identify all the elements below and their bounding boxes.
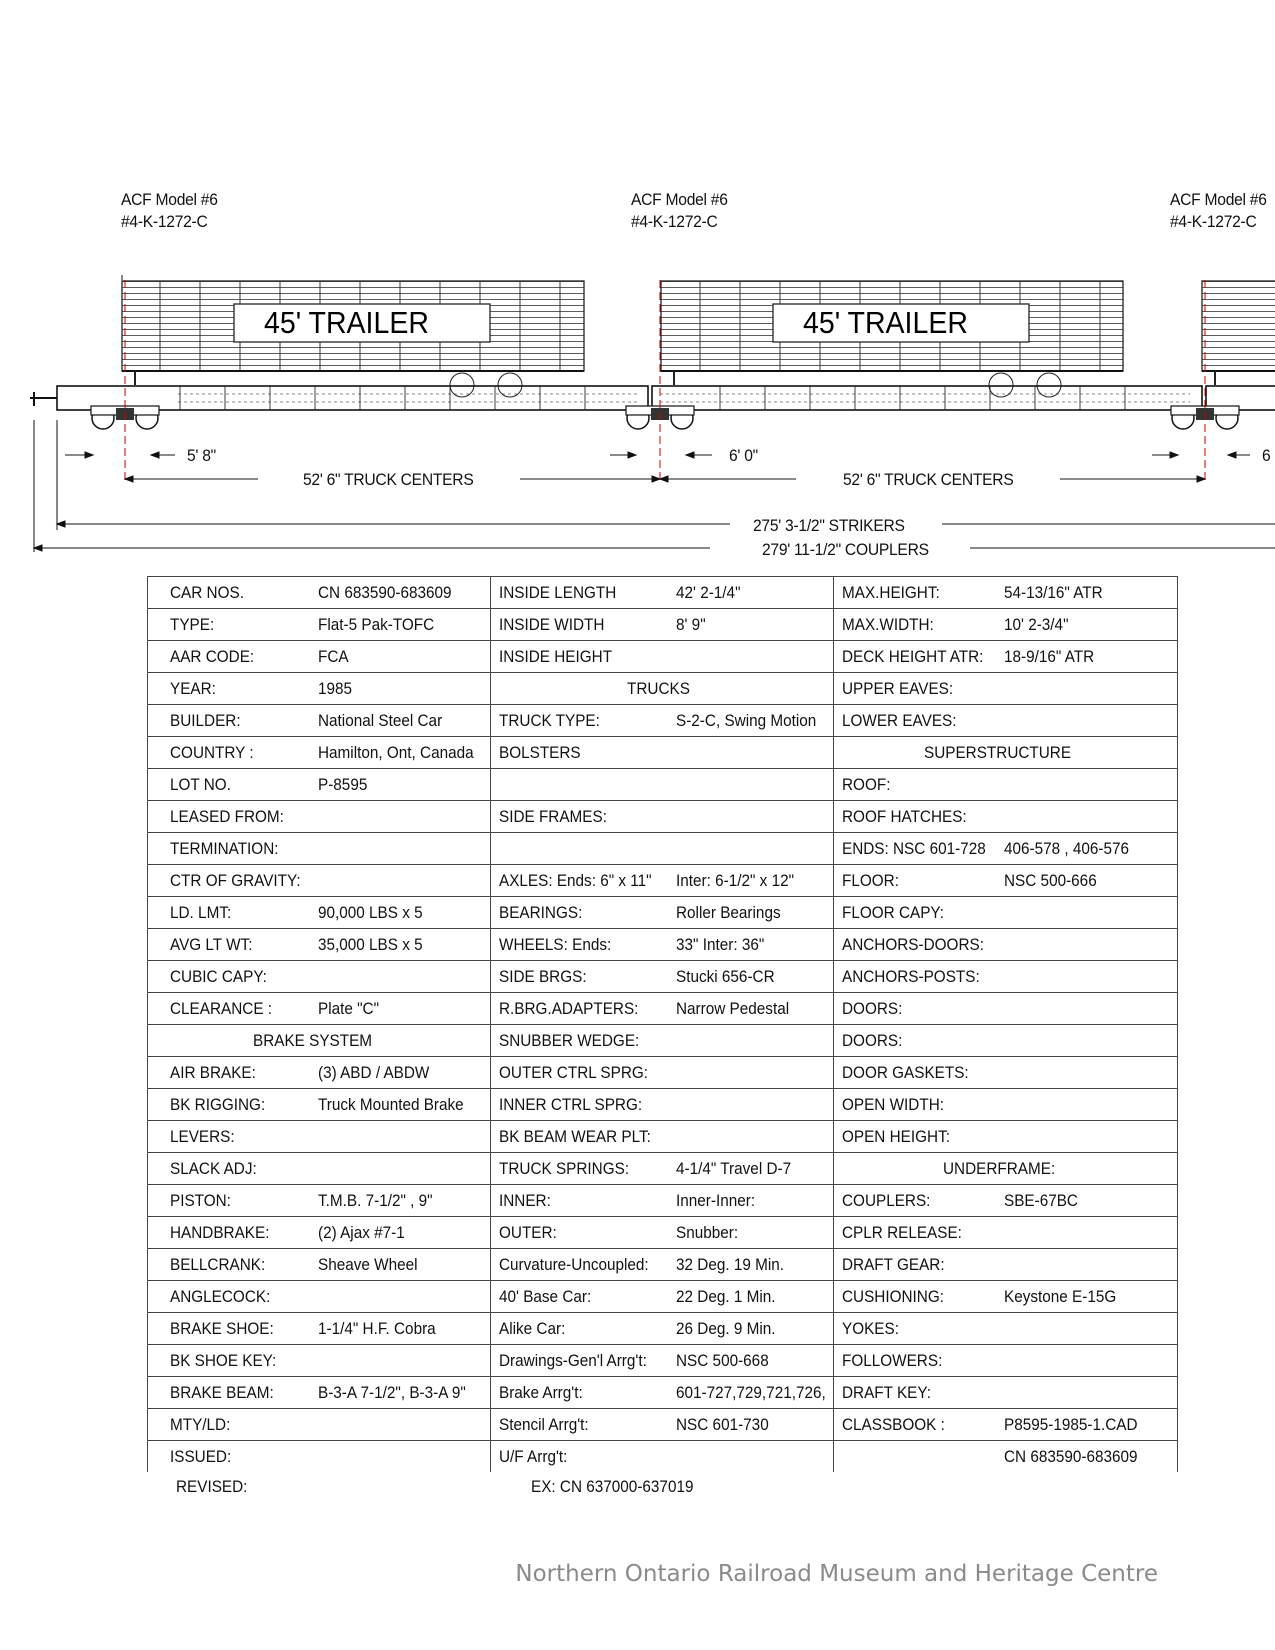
spec-cell <box>491 641 834 673</box>
spec-label: Curvature-Uncoupled: <box>499 1254 649 1274</box>
spec-label: CUBIC CAPY: <box>170 966 267 986</box>
spec-label: Drawings-Gen'l Arrg't: <box>499 1350 647 1370</box>
spec-cell <box>834 1089 1178 1121</box>
spec-row <box>148 769 1178 801</box>
spec-cell <box>148 577 491 609</box>
spec-value: Sheave Wheel <box>318 1254 418 1274</box>
spec-value: (3) ABD / ABDW <box>318 1062 430 1082</box>
spec-cell <box>834 609 1178 641</box>
spec-cell <box>491 705 834 737</box>
spec-cell <box>148 609 491 641</box>
spec-label: OUTER: <box>499 1222 557 1242</box>
spec-cell <box>148 1377 491 1409</box>
spec-value: S-2-C, Swing Motion <box>676 710 817 730</box>
spec-cell <box>148 1281 491 1313</box>
spec-cell <box>834 673 1178 705</box>
model-label-2-line2: #4-K-1272-C <box>631 212 718 231</box>
spec-cell <box>148 673 491 705</box>
spec-label: TRUCK SPRINGS: <box>499 1158 630 1178</box>
spec-cell <box>148 1345 491 1377</box>
spec-cell <box>491 1025 834 1057</box>
spec-label: R.BRG.ADAPTERS: <box>499 998 639 1018</box>
spec-label: 40' Base Car: <box>499 1286 592 1306</box>
spec-label: SIDE BRGS: <box>499 966 587 986</box>
spec-label: BUILDER: <box>170 710 241 730</box>
trailer-label-2: 45' TRAILER <box>803 305 968 341</box>
spec-value: Inter: 6-1/2" x 12" <box>676 870 795 890</box>
spec-cell <box>491 833 834 865</box>
model-label-3-line2: #4-K-1272-C <box>1170 212 1257 231</box>
spec-cell <box>148 769 491 801</box>
spec-row <box>148 961 1178 993</box>
spec-label: COUPLERS: <box>842 1190 931 1210</box>
spec-label: TRUCK TYPE: <box>499 710 600 730</box>
model-label-2-line1: ACF Model #6 <box>631 190 728 209</box>
spec-cell <box>834 929 1178 961</box>
spec-cell <box>834 1057 1178 1089</box>
spec-label: DRAFT KEY: <box>842 1382 932 1402</box>
spec-label: DOORS: <box>842 1030 903 1050</box>
ex-car-numbers: EX: CN 637000-637019 <box>531 1477 694 1496</box>
spec-row <box>148 1185 1178 1217</box>
spec-label: ROOF: <box>842 774 891 794</box>
spec-row <box>148 737 1178 769</box>
model-label-1-line2: #4-K-1272-C <box>121 212 208 231</box>
spec-label: SNUBBER WEDGE: <box>499 1030 640 1050</box>
spec-label: BELLCRANK: <box>170 1254 266 1274</box>
spec-label: ANCHORS-DOORS: <box>842 934 984 954</box>
spec-row <box>148 1217 1178 1249</box>
spec-cell <box>491 1313 834 1345</box>
spec-cell <box>491 1409 834 1441</box>
spec-value: 35,000 LBS x 5 <box>318 934 423 954</box>
dimension-mid-overhang: 6' 0" <box>729 446 758 465</box>
spec-value: P8595-1985-1.CAD <box>1004 1414 1138 1434</box>
spec-cell <box>834 705 1178 737</box>
spec-row <box>148 1025 1178 1057</box>
spec-label: UPPER EAVES: <box>842 678 954 698</box>
revised-label: REVISED: <box>176 1477 248 1496</box>
spec-label: DOOR GASKETS: <box>842 1062 969 1082</box>
spec-row <box>148 1441 1178 1473</box>
spec-value: Hamilton, Ont, Canada <box>318 742 474 762</box>
spec-cell <box>834 865 1178 897</box>
spec-cell <box>834 1313 1178 1345</box>
spec-cell <box>834 1281 1178 1313</box>
spec-cell <box>491 897 834 929</box>
spec-label: DRAFT GEAR: <box>842 1254 945 1274</box>
spec-label: OPEN HEIGHT: <box>842 1126 950 1146</box>
spec-value: P-8595 <box>318 774 368 794</box>
spec-cell <box>834 961 1178 993</box>
spec-value: 33" Inter: 36" <box>676 934 765 954</box>
spec-cell <box>491 737 834 769</box>
spec-value: NSC 601-730 <box>676 1414 769 1434</box>
spec-cell <box>148 1313 491 1345</box>
spec-label: LOT NO. <box>170 774 231 794</box>
spec-label: INSIDE LENGTH <box>499 582 617 602</box>
spec-label: U/F Arrg't: <box>499 1446 568 1466</box>
spec-value: 4-1/4" Travel D-7 <box>676 1158 792 1178</box>
spec-label: FLOOR: <box>842 870 899 890</box>
spec-label: MTY/LD: <box>170 1414 231 1434</box>
spec-value: CN 683590-683609 <box>318 582 452 602</box>
spec-cell <box>148 1249 491 1281</box>
spec-label: INNER CTRL SPRG: <box>499 1094 643 1114</box>
spec-row <box>148 1249 1178 1281</box>
spec-cell <box>834 1217 1178 1249</box>
spec-value: 406-578 , 406-576 <box>1004 838 1130 858</box>
spec-cell <box>148 929 491 961</box>
spec-value: SBE-67BC <box>1004 1190 1078 1210</box>
spec-cell <box>834 737 1178 769</box>
spec-label: ROOF HATCHES: <box>842 806 967 826</box>
spec-cell <box>148 993 491 1025</box>
spec-label: OUTER CTRL SPRG: <box>499 1062 649 1082</box>
spec-label: ISSUED: <box>170 1446 232 1466</box>
spec-row <box>148 1153 1178 1185</box>
spec-cell <box>148 737 491 769</box>
spec-row <box>148 897 1178 929</box>
spec-label: DECK HEIGHT ATR: <box>842 646 984 666</box>
spec-cell <box>491 1377 834 1409</box>
spec-value: 90,000 LBS x 5 <box>318 902 423 922</box>
spec-cell <box>834 1121 1178 1153</box>
spec-label: CLASSBOOK : <box>842 1414 945 1434</box>
spec-row <box>148 929 1178 961</box>
spec-cell <box>491 1249 834 1281</box>
spec-cell <box>491 769 834 801</box>
spec-label: DOORS: <box>842 998 903 1018</box>
spec-cell <box>834 1153 1178 1185</box>
spec-label: PISTON: <box>170 1190 231 1210</box>
spec-label: Alike Car: <box>499 1318 566 1338</box>
spec-cell <box>834 641 1178 673</box>
spec-cell <box>148 833 491 865</box>
spec-value: National Steel Car <box>318 710 443 730</box>
spec-cell <box>491 865 834 897</box>
spec-cell <box>834 577 1178 609</box>
spec-value: Narrow Pedestal <box>676 998 790 1018</box>
spec-cell <box>491 1153 834 1185</box>
spec-cell <box>148 1409 491 1441</box>
spec-row <box>148 1057 1178 1089</box>
specification-table <box>147 576 1177 1482</box>
spec-cell <box>491 577 834 609</box>
spec-cell <box>834 1025 1178 1057</box>
spec-value: 601-727,729,721,726, <box>676 1382 826 1402</box>
spec-cell <box>148 1121 491 1153</box>
spec-label: AIR BRAKE: <box>170 1062 256 1082</box>
spec-cell <box>834 801 1178 833</box>
spec-label: BRAKE BEAM: <box>170 1382 274 1402</box>
spec-value: CN 683590-683609 <box>1004 1446 1138 1466</box>
spec-label: TYPE: <box>170 614 215 634</box>
spec-row <box>148 577 1178 609</box>
spec-value: NSC 500-668 <box>676 1350 769 1370</box>
spec-cell <box>148 1025 491 1057</box>
spec-label: LOWER EAVES: <box>842 710 957 730</box>
spec-value: Inner-Inner: <box>676 1190 756 1210</box>
spec-value: 18-9/16" ATR <box>1004 646 1095 666</box>
spec-value: 1985 <box>318 678 353 698</box>
couplers-dimension: 279' 11-1/2" COUPLERS <box>762 540 929 559</box>
trailer-3 <box>1202 281 1275 385</box>
spec-label: TERMINATION: <box>170 838 279 858</box>
spec-row <box>148 673 1178 705</box>
spec-section-header: TRUCKS <box>627 678 690 698</box>
spec-cell <box>148 705 491 737</box>
spec-cell <box>834 1377 1178 1409</box>
spec-label: SIDE FRAMES: <box>499 806 607 826</box>
railcar-elevation-drawing <box>0 0 1275 560</box>
spec-row <box>148 1409 1178 1441</box>
spec-row <box>148 1377 1178 1409</box>
spec-cell <box>491 1441 834 1473</box>
museum-watermark: Northern Ontario Railroad Museum and Heritage Centre <box>515 1561 1158 1587</box>
spec-row <box>148 1121 1178 1153</box>
spec-label: AAR CODE: <box>170 646 255 666</box>
spec-row <box>148 1345 1178 1377</box>
dimension-left-overhang: 5' 8" <box>187 446 216 465</box>
spec-label: CUSHIONING: <box>842 1286 945 1306</box>
spec-value: Snubber: <box>676 1222 739 1242</box>
spec-label: OPEN WIDTH: <box>842 1094 945 1114</box>
spec-label: HANDBRAKE: <box>170 1222 270 1242</box>
spec-cell <box>148 641 491 673</box>
spec-cell <box>491 673 834 705</box>
spec-cell <box>834 1345 1178 1377</box>
spec-label: LEVERS: <box>170 1126 235 1146</box>
spec-label: CLEARANCE : <box>170 998 273 1018</box>
truck-centers-dimension-1: 52' 6" TRUCK CENTERS <box>303 470 474 489</box>
spec-cell <box>834 993 1178 1025</box>
spec-cell <box>148 961 491 993</box>
spec-value: 54-13/16" ATR <box>1004 582 1103 602</box>
spec-value: Stucki 656-CR <box>676 966 775 986</box>
dimension-right-overhang: 6 <box>1262 446 1271 465</box>
spec-label: BEARINGS: <box>499 902 583 922</box>
spec-cell <box>148 1217 491 1249</box>
spec-label: YOKES: <box>842 1318 899 1338</box>
spec-value: 26 Deg. 9 Min. <box>676 1318 776 1338</box>
spec-label: ANCHORS-POSTS: <box>842 966 980 986</box>
spec-value: NSC 500-666 <box>1004 870 1097 890</box>
spec-value: 32 Deg. 19 Min. <box>676 1254 785 1274</box>
spec-cell <box>491 993 834 1025</box>
spec-cell <box>834 1409 1178 1441</box>
spec-value: T.M.B. 7-1/2" , 9" <box>318 1190 433 1210</box>
spec-label: ENDS: NSC 601-728 <box>842 838 986 858</box>
trailer-label-1: 45' TRAILER <box>264 305 429 341</box>
spec-cell <box>491 1217 834 1249</box>
spec-cell <box>491 801 834 833</box>
spec-value: Roller Bearings <box>676 902 781 922</box>
spec-label: WHEELS: Ends: <box>499 934 612 954</box>
spec-label: FLOOR CAPY: <box>842 902 945 922</box>
spec-row <box>148 705 1178 737</box>
spec-label: ANGLECOCK: <box>170 1286 271 1306</box>
spec-cell <box>491 1185 834 1217</box>
spec-label: BOLSTERS <box>499 742 581 762</box>
spec-label: AVG LT WT: <box>170 934 253 954</box>
spec-value: 10' 2-3/4" <box>1004 614 1069 634</box>
spec-cell <box>491 609 834 641</box>
spec-cell <box>834 1441 1178 1473</box>
spec-row <box>148 833 1178 865</box>
strikers-dimension: 275' 3-1/2" STRIKERS <box>753 516 905 535</box>
spec-cell <box>834 1185 1178 1217</box>
spec-label: MAX.WIDTH: <box>842 614 934 634</box>
spec-label: INNER: <box>499 1190 551 1210</box>
spec-cell <box>148 1185 491 1217</box>
spec-label: CAR NOS. <box>170 582 244 602</box>
spec-row <box>148 641 1178 673</box>
spec-label: BRAKE SHOE: <box>170 1318 274 1338</box>
spec-row <box>148 801 1178 833</box>
spec-cell <box>148 1441 491 1473</box>
spec-value: Keystone E-15G <box>1004 1286 1117 1306</box>
spec-value: 22 Deg. 1 Min. <box>676 1286 776 1306</box>
spec-row <box>148 993 1178 1025</box>
spec-cell <box>148 1089 491 1121</box>
spec-cell <box>491 1345 834 1377</box>
spec-cell <box>491 961 834 993</box>
spec-value: B-3-A 7-1/2", B-3-A 9" <box>318 1382 466 1402</box>
model-label-3-line1: ACF Model #6 <box>1170 190 1267 209</box>
spec-cell <box>834 897 1178 929</box>
spec-value: FCA <box>318 646 349 666</box>
spec-label: AXLES: Ends: 6" x 11" <box>499 870 652 890</box>
spec-label: Stencil Arrg't: <box>499 1414 589 1434</box>
spec-label: MAX.HEIGHT: <box>842 582 940 602</box>
spec-value: Flat-5 Pak-TOFC <box>318 614 435 634</box>
spec-cell <box>834 769 1178 801</box>
spec-section-header: UNDERFRAME: <box>943 1158 1056 1178</box>
spec-label: LD. LMT: <box>170 902 232 922</box>
spec-label: CTR OF GRAVITY: <box>170 870 301 890</box>
spec-cell <box>834 833 1178 865</box>
spec-cell <box>491 1089 834 1121</box>
spec-section-header: BRAKE SYSTEM <box>252 1030 372 1050</box>
spec-value: Truck Mounted Brake <box>318 1094 464 1114</box>
spec-cell <box>491 1281 834 1313</box>
spec-label: Brake Arrg't: <box>499 1382 583 1402</box>
spec-label: BK RIGGING: <box>170 1094 266 1114</box>
spec-cell <box>834 1249 1178 1281</box>
spec-section-header: SUPERSTRUCTURE <box>923 742 1071 762</box>
spec-label: CPLR RELEASE: <box>842 1222 962 1242</box>
spec-label: YEAR: <box>170 678 216 698</box>
truck-centers-dimension-2: 52' 6" TRUCK CENTERS <box>843 470 1014 489</box>
spec-label: INSIDE HEIGHT <box>499 646 613 666</box>
spec-value: (2) Ajax #7-1 <box>318 1222 405 1242</box>
spec-label: BK SHOE KEY: <box>170 1350 277 1370</box>
spec-cell <box>491 1057 834 1089</box>
spec-row <box>148 1089 1178 1121</box>
spec-cell <box>148 1153 491 1185</box>
spec-row <box>148 1281 1178 1313</box>
spec-label: SLACK ADJ: <box>170 1158 257 1178</box>
spec-value: 1-1/4" H.F. Cobra <box>318 1318 436 1338</box>
spec-cell <box>491 929 834 961</box>
spec-cell <box>491 1121 834 1153</box>
spec-row <box>148 865 1178 897</box>
spec-value: 42' 2-1/4" <box>676 582 741 602</box>
spec-value: Plate "C" <box>318 998 380 1018</box>
model-label-1-line1: ACF Model #6 <box>121 190 218 209</box>
spec-cell <box>148 865 491 897</box>
spec-label: BK BEAM WEAR PLT: <box>499 1126 651 1146</box>
spec-value: 8' 9" <box>676 614 706 634</box>
spec-label: LEASED FROM: <box>170 806 284 826</box>
spec-row <box>148 1313 1178 1345</box>
spec-label: INSIDE WIDTH <box>499 614 605 634</box>
spec-cell <box>148 801 491 833</box>
spec-label: FOLLOWERS: <box>842 1350 943 1370</box>
spec-label: COUNTRY : <box>170 742 254 762</box>
spec-cell <box>148 1057 491 1089</box>
spec-row <box>148 609 1178 641</box>
spec-cell <box>148 897 491 929</box>
